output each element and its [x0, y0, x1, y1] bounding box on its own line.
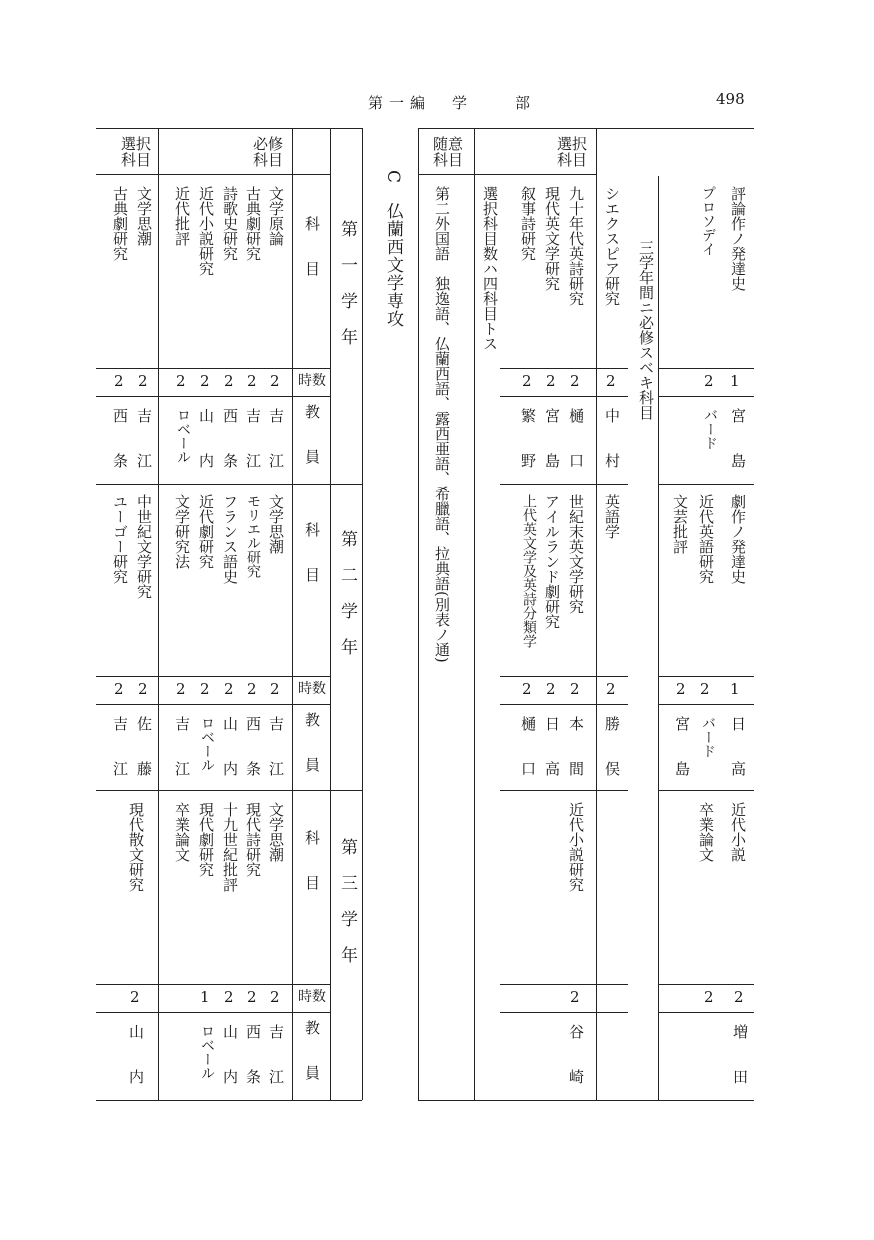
right-cat-optional: 随意科目	[432, 135, 463, 169]
ra-subject-4: 近代英語研究	[697, 494, 715, 584]
y3-subject-2: 現代詩研究	[244, 802, 262, 877]
rc-teacher-5: 日 高	[543, 716, 561, 776]
y2-subject-2: モリエル研究	[245, 494, 261, 578]
ra-hours-5: 2	[676, 680, 686, 698]
ra-hours-1: 1	[730, 372, 740, 390]
y1-subject-2: 古典劇研究	[244, 186, 262, 261]
rc-hours-4: 2	[570, 680, 580, 698]
y2-teacher-7: 吉 江	[111, 716, 129, 776]
y1-hours-2: 2	[247, 372, 257, 390]
ra-subject-2: プロソデイ	[700, 186, 716, 256]
y3-teacher-3: 山 内	[221, 1024, 239, 1084]
y3-hours-4: 1	[200, 988, 210, 1006]
y1-teacher-4: 山 内	[197, 408, 215, 468]
rb-hours-2: 2	[606, 680, 616, 698]
left-top-rule	[96, 128, 362, 129]
rc-subject-1: 九十年代英詩研究	[567, 186, 585, 306]
rb-teacher-1: 中 村	[603, 408, 621, 468]
y2-teacher-1: 吉 江	[267, 716, 285, 776]
left-header-rule	[96, 174, 330, 175]
rc-subject-7: 近代小説研究	[567, 802, 585, 892]
y1-teacher-5: ロベール	[175, 408, 191, 464]
y1-teacher-2: 吉 江	[244, 408, 262, 468]
y3-hours-2: 2	[247, 988, 257, 1006]
y1-teacher-7: 西 条	[111, 408, 129, 468]
rb-subject-1: シエクスピア研究	[603, 186, 621, 306]
rc-teacher-2: 宮 島	[543, 408, 561, 468]
y3-teacher-1: 吉 江	[267, 1024, 285, 1084]
ra-teacher-1: 宮 島	[729, 408, 747, 468]
y3-subject-1: 文学思潮	[267, 802, 285, 862]
y2-hours-1: 2	[270, 680, 280, 698]
rc-subject-5: アイルランド劇研究	[543, 494, 561, 629]
rc-teacher-1: 樋 口	[567, 408, 585, 468]
rc-hours-7: 2	[570, 988, 580, 1006]
y2-teacher-5: 吉 江	[173, 716, 191, 776]
rc-subject-3: 叙事詩研究	[519, 186, 537, 261]
col-subject-3: 科 目	[303, 830, 321, 890]
y2-subject-7: ユーゴー研究	[111, 494, 129, 584]
y3-teacher-2: 西 条	[244, 1024, 262, 1084]
y3-hours-1: 2	[270, 988, 280, 1006]
ra-hours-4: 2	[700, 680, 710, 698]
y1-teacher-1: 吉 江	[267, 408, 285, 468]
y2-hours-6: 2	[138, 680, 148, 698]
y2-subject-1: 文学思潮	[267, 494, 285, 554]
y2-subject-3: フランス語史	[221, 494, 239, 584]
y3-hours-3: 2	[224, 988, 234, 1006]
y3-teacher-6: 山 内	[127, 1024, 145, 1084]
y1-subject-3: 詩歌史研究	[221, 186, 239, 261]
ra-hours-2: 2	[704, 372, 714, 390]
y1-teacher-6: 吉 江	[135, 408, 153, 468]
left-cat-required: 必修科目	[252, 135, 283, 169]
y2-subject-6: 中世紀文学研究	[135, 494, 153, 599]
col-teacher-3: 教 員	[303, 1020, 321, 1080]
y1-subject-7: 古典劇研究	[111, 186, 129, 261]
y1-hours-4: 2	[200, 372, 210, 390]
y1-hours-1: 2	[270, 372, 280, 390]
rc-hours-2: 2	[546, 372, 556, 390]
year-1-label: 第 一 学 年	[337, 220, 357, 346]
y3-hours-6: 2	[130, 988, 140, 1006]
y1-hours-5: 2	[176, 372, 186, 390]
ra-teacher-6: 増 田	[731, 1024, 749, 1084]
year-2-label: 第 二 学 年	[337, 530, 357, 656]
ra-teacher-5: 宮 島	[673, 716, 691, 776]
rc-hours-6: 2	[522, 680, 532, 698]
rc-teacher-3: 繁 野	[519, 408, 537, 468]
ra-hours-6: 2	[734, 988, 744, 1006]
y2-subject-4: 近代劇研究	[197, 494, 215, 569]
ra-teacher-2: バード	[702, 408, 718, 450]
col-hours-3: 時数	[298, 989, 326, 1005]
rc-teacher-4: 本 間	[567, 716, 585, 776]
y2-teacher-3: 山 内	[221, 716, 239, 776]
ra-teacher-3: 日 高	[729, 716, 747, 776]
y1-subject-4: 近代小説研究	[197, 186, 215, 276]
right-cat-select: 選択科目	[556, 135, 587, 169]
y2-hours-7: 2	[114, 680, 124, 698]
col-teacher-2: 教 員	[303, 712, 321, 772]
y2-teacher-4: ロベール	[199, 716, 215, 772]
y2-hours-3: 2	[224, 680, 234, 698]
y1-hours-3: 2	[224, 372, 234, 390]
y3-subject-6: 現代散文研究	[127, 802, 145, 892]
rc-subject-6: 上代英文学及英詩分類学	[521, 494, 537, 648]
col-teacher-1: 教 員	[303, 404, 321, 464]
y1-subject-6: 文学思潮	[135, 186, 153, 246]
note-select: 選択科目数ハ四科目トス	[481, 186, 499, 351]
rc-hours-1: 2	[570, 372, 580, 390]
y2-teacher-6: 佐 藤	[135, 716, 153, 776]
ra-subject-3: 劇作ノ発達史	[729, 494, 747, 584]
col-subject-1: 科 目	[303, 216, 321, 276]
rb-subject-2: 英語学	[603, 494, 621, 539]
running-header: 第一編 学 部	[368, 94, 537, 112]
rb-hours-1: 2	[606, 372, 616, 390]
col-hours-1: 時数	[298, 373, 326, 389]
ra-hours-7: 2	[704, 988, 714, 1006]
y1-subject-5: 近代批評	[173, 186, 191, 246]
note-required: 三学年間ニ必修スベキ科目	[637, 240, 655, 420]
col-hours-2: 時数	[298, 681, 326, 697]
y2-teacher-2: 西 条	[244, 716, 262, 776]
y2-hours-4: 2	[200, 680, 210, 698]
col-subject-2: 科 目	[303, 522, 321, 582]
y3-subject-5: 卒業論文	[173, 802, 191, 862]
rc-hours-5: 2	[546, 680, 556, 698]
y1-subject-1: 文学原論	[267, 186, 285, 246]
ra-subject-6: 近代小説	[729, 802, 747, 862]
ra-hours-3: 1	[730, 680, 740, 698]
ra-subject-5: 文芸批評	[671, 494, 689, 554]
rc-teacher-7: 谷 崎	[567, 1024, 585, 1084]
ra-subject-7: 卒業論文	[697, 802, 715, 862]
y2-hours-5: 2	[176, 680, 186, 698]
y1-hours-6: 2	[138, 372, 148, 390]
y1-teacher-3: 西 条	[221, 408, 239, 468]
left-cat-select: 選択科目	[120, 135, 151, 169]
y3-subject-4: 現代劇研究	[197, 802, 215, 877]
rb-teacher-2: 勝 俣	[603, 716, 621, 776]
y1-hours-7: 2	[114, 372, 124, 390]
rc-subject-2: 現代英文学研究	[543, 186, 561, 291]
page-number: 498	[716, 90, 745, 108]
y3-teacher-4: ロベール	[199, 1024, 215, 1080]
y3-subject-3: 十九世紀批評	[221, 802, 239, 892]
rc-hours-3: 2	[522, 372, 532, 390]
section-heading: C 仏蘭西文学専攻	[383, 170, 403, 329]
ra-subject-1: 評論作ノ発達史	[729, 186, 747, 291]
y2-hours-2: 2	[247, 680, 257, 698]
ra-teacher-4: バード	[700, 716, 716, 758]
rc-teacher-6: 樋 口	[519, 716, 537, 776]
y2-subject-5: 文学研究法	[173, 494, 191, 569]
year-3-label: 第 三 学 年	[337, 838, 357, 964]
rc-subject-4: 世紀末英文学研究	[567, 494, 585, 614]
note-optional: 第二外国語 独逸語、仏蘭西語、露西亜語、希臘語、拉典語(別表ノ通)	[433, 186, 451, 663]
